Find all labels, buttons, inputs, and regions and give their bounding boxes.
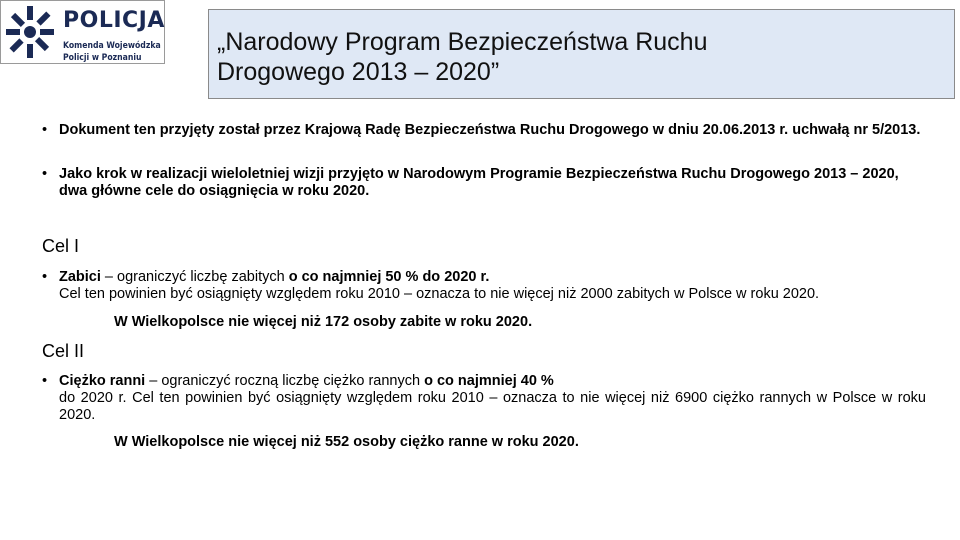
cel1-bold-end: o co najmniej 50 % do 2020 r. [288, 269, 490, 285]
cel1-middle: – ograniczyć liczbę zabitych [100, 269, 289, 285]
logo-subtitle-line2: Policji w Poznaniu [63, 53, 142, 63]
cel2-text [59, 373, 926, 424]
bullet-dot: • [42, 122, 48, 138]
bullet-dot: • [42, 166, 48, 182]
title-line2: Drogowego 2013 – 2020” [217, 58, 500, 86]
bullet-dot: • [42, 373, 48, 389]
bullet-dot: • [42, 269, 48, 285]
police-star-icon [3, 4, 57, 60]
logo-subtitle-line1: Komenda Wojewódzka [63, 41, 161, 51]
cel1-heading: Cel I [42, 236, 80, 256]
police-logo [0, 0, 165, 64]
cel2-bold-end: o co najmniej 40 % [424, 373, 554, 389]
cel2-middle: – ograniczyć roczną liczbę ciężko rannych [145, 373, 425, 389]
cel2-note: W Wielkopolsce nie więcej niż 552 osoby ciężko ranne w roku 2020. [114, 434, 579, 450]
bullet-document [42, 122, 926, 139]
cel1-note: W Wielkopolsce nie więcej niż 172 osoby zabite w roku 2020. [114, 314, 533, 330]
bullet-text: Jako krok w realizacji wieloletniej wizji przyjęto w Narodowym Programie Bezpieczeństwa Ruchu Drogowego 2013 – 2020, dwa główne cele do osiągnięcia w roku 2020. [59, 166, 899, 199]
cel2-lead: Ciężko ranni [59, 373, 146, 389]
cel2-heading: Cel II [42, 341, 85, 361]
cel1-detail: Cel ten powinien być osiągnięty względem roku 2010 – oznacza to nie więcej niż 2000 zabitych w Polsce w roku 2020. [59, 286, 820, 302]
slide-title [217, 27, 708, 87]
cel1-bullet [42, 269, 926, 303]
cel2-detail: do 2020 r. Cel ten powinien być osiągnięty względem roku 2010 – oznacza to nie więcej niż 6900 ciężko rannych w Polsce w roku 2020. [59, 390, 926, 423]
bullet-goals [42, 166, 926, 200]
cel2-bullet [42, 373, 926, 424]
title-box [208, 9, 955, 99]
cel1-text [59, 269, 926, 303]
title-line1: „Narodowy Program Bezpieczeństwa Ruchu [217, 28, 708, 56]
cel1-lead: Zabici [59, 269, 101, 285]
logo-brand: POLICJA [63, 8, 165, 33]
bullet-text: Dokument ten przyjęty został przez Krajową Radę Bezpieczeństwa Ruchu Drogowego w dniu 20.06.2013 r. uchwałą nr 5/2013. [59, 122, 921, 138]
